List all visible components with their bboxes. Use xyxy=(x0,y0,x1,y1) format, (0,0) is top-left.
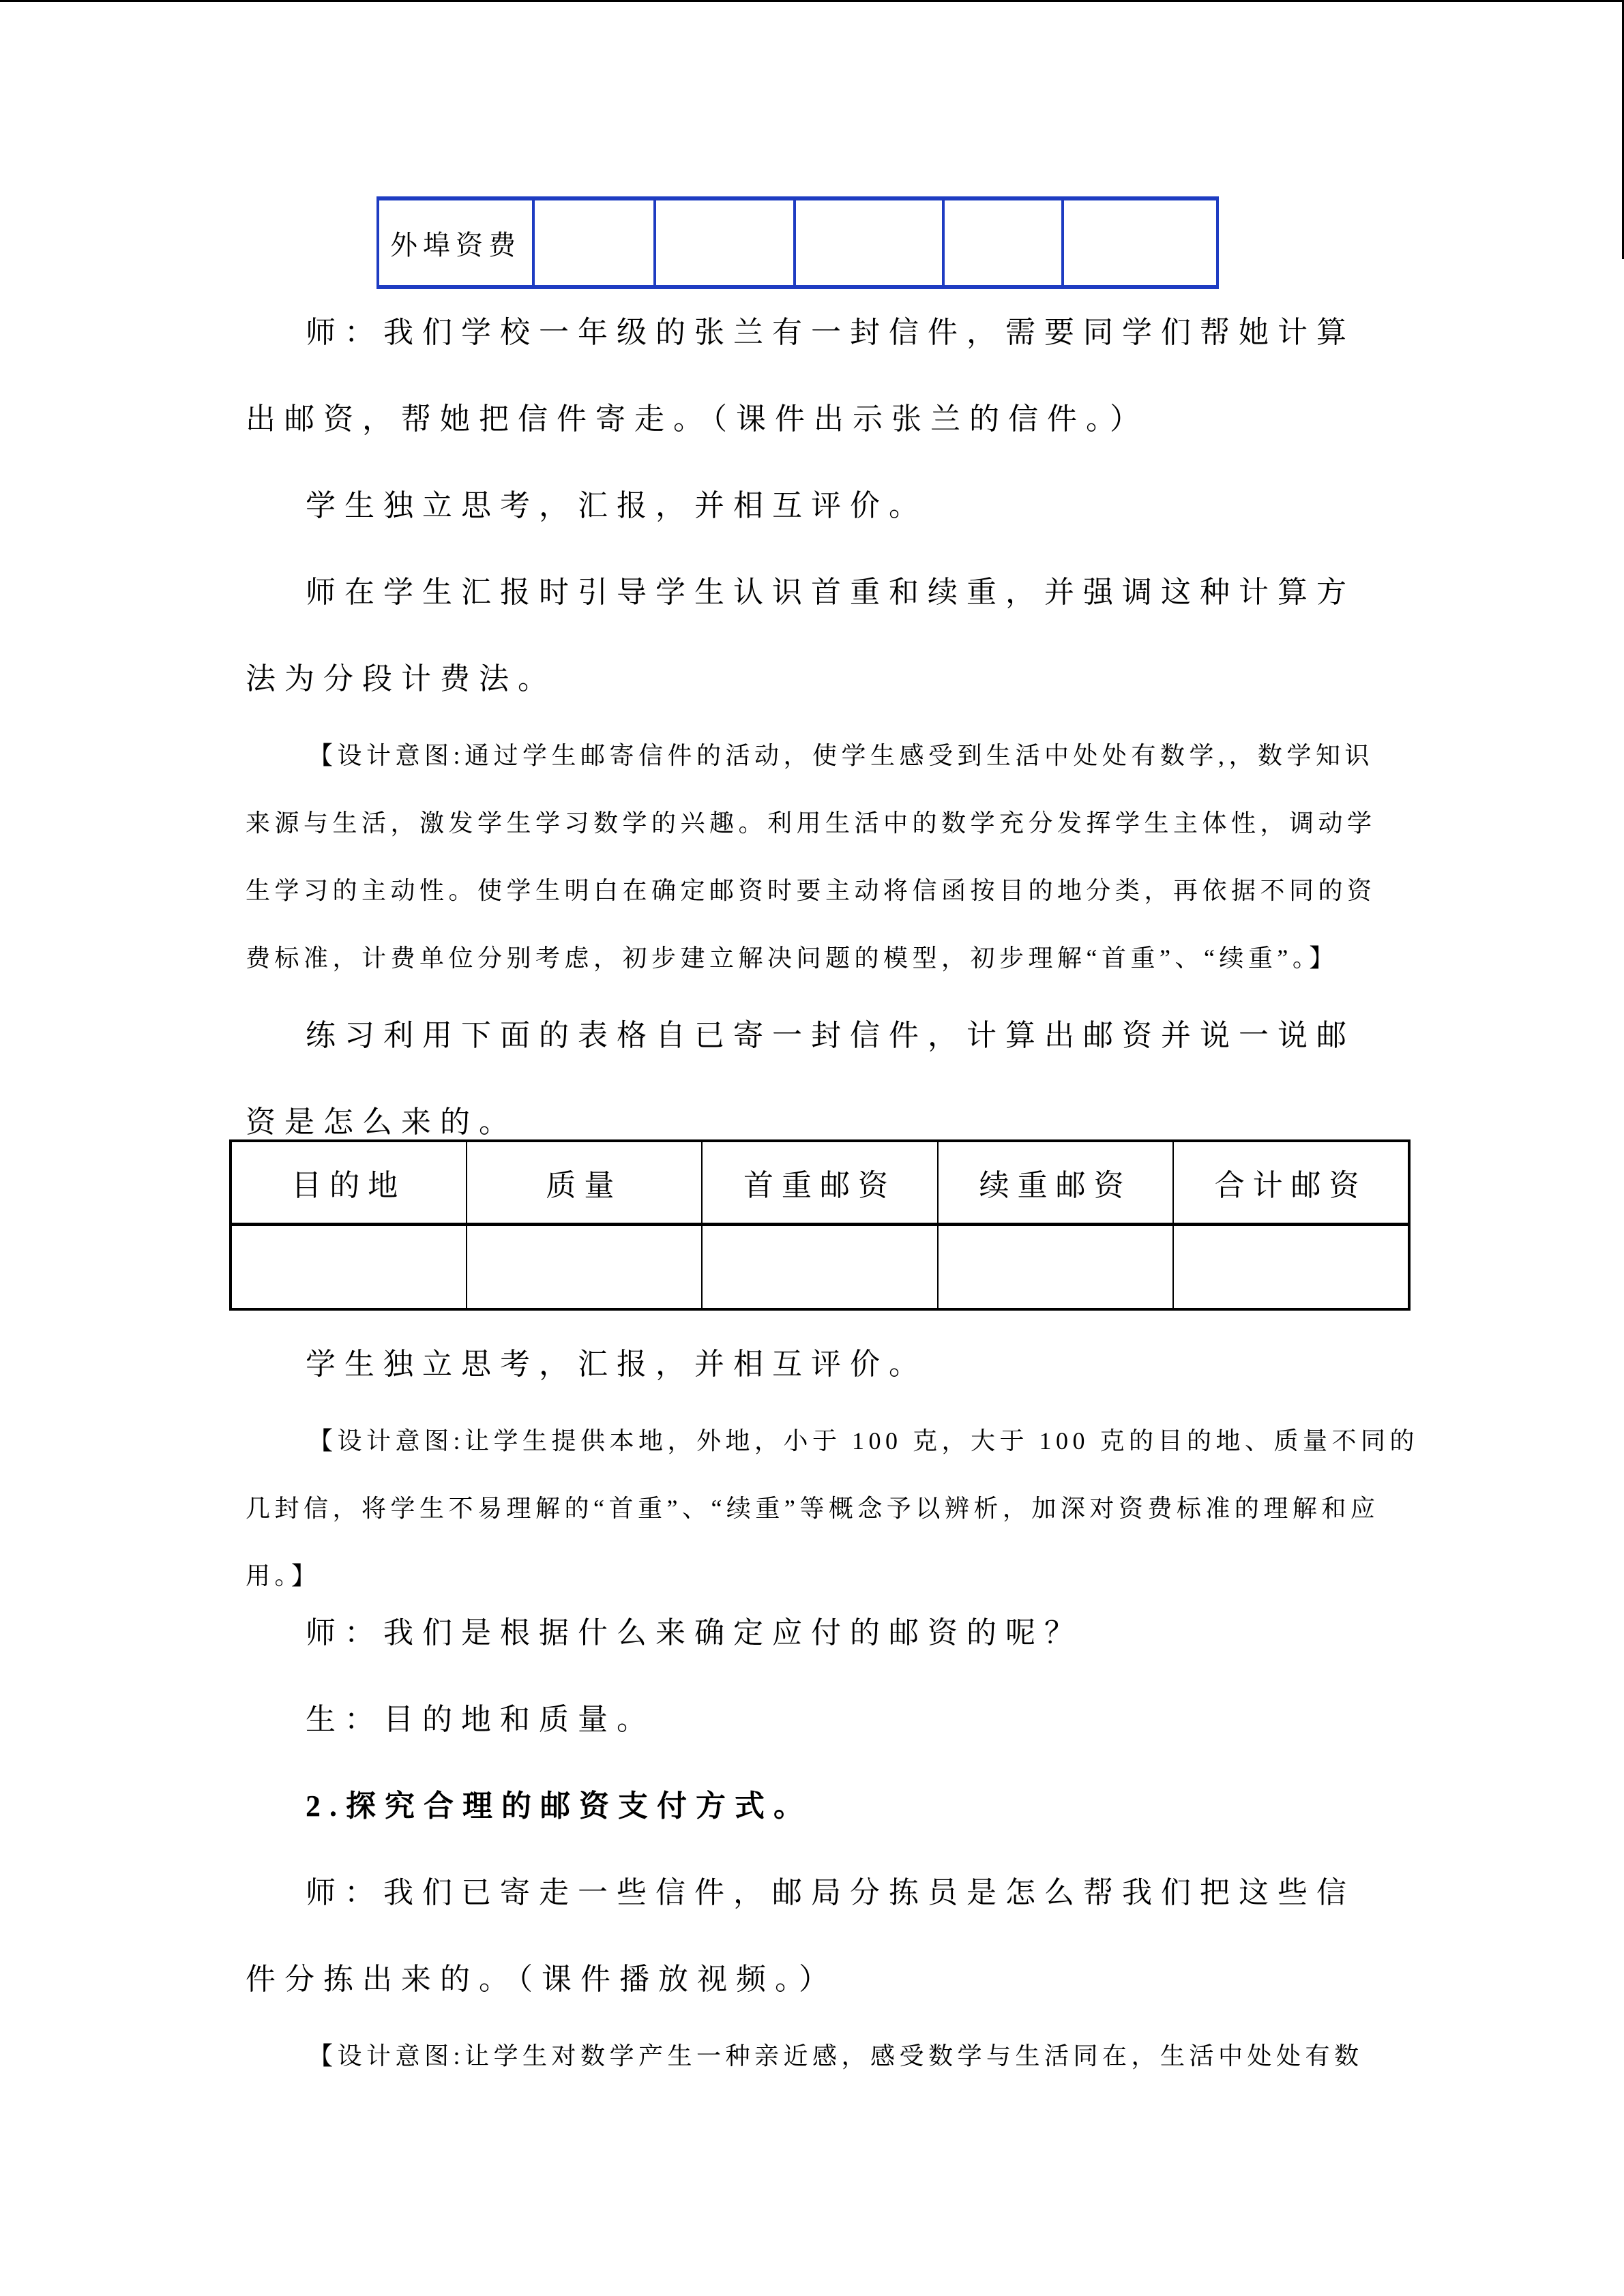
text-line: 练习利用下面的表格自已寄一封信件，计算出邮资并说一说邮 xyxy=(306,1019,1355,1052)
table-row xyxy=(231,1225,1409,1310)
text-line: 【设计意图:通过学生邮寄信件的活动，使学生感受到生活中处处有数学,，数学知识 xyxy=(308,742,1374,769)
table-header-additional-weight-postage: 续重邮资 xyxy=(938,1141,1174,1225)
table-cell xyxy=(231,1225,467,1310)
text-line: 几封信，将学生不易理解的“首重”、“续重”等概念予以辨析，加深对资费标准的理解和应 xyxy=(246,1495,1380,1522)
text-line: 法为分段计费法。 xyxy=(246,662,557,696)
text-line: 【设计意图:让学生提供本地，外地，小于 100 克，大于 100 克的目的地、质量不同的 xyxy=(308,1427,1419,1455)
para-students-report-2 xyxy=(246,1321,1378,1407)
text-line: 2.探究合理的邮资支付方式。 xyxy=(306,1789,812,1823)
table-cell xyxy=(938,1225,1174,1310)
text-line: 生：目的地和质量。 xyxy=(306,1703,655,1736)
note-design-intent-3 xyxy=(246,2023,1378,2090)
table-cell xyxy=(1063,198,1217,287)
para-teacher-zhanglan xyxy=(246,289,1378,462)
text-line: 用。】 xyxy=(246,1562,321,1590)
text-line: 资是怎么来的。 xyxy=(246,1105,518,1139)
text-line: 件分拣出来的。（课件播放视频。） xyxy=(246,1963,838,1996)
note-design-intent-1 xyxy=(246,722,1378,992)
table-header-first-weight-postage: 首重邮资 xyxy=(702,1141,938,1225)
text-line: 师：我们学校一年级的张兰有一封信件，需要同学们帮她计算 xyxy=(306,316,1355,349)
table-cell xyxy=(533,198,655,287)
table-cell xyxy=(1173,1225,1409,1310)
text-line: 学生独立思考，汇报，并相互评价。 xyxy=(306,489,928,522)
table-cell xyxy=(655,198,795,287)
para-teacher-question xyxy=(246,1590,1378,1676)
para-students-report xyxy=(246,462,1378,549)
table-cell xyxy=(795,198,943,287)
para-teacher-sorting xyxy=(246,1849,1378,2023)
text-line: 师在学生汇报时引导学生认识首重和续重，并强调这种计算方 xyxy=(306,576,1355,609)
note-design-intent-2 xyxy=(246,1407,1419,1610)
table-header-total-postage: 合计邮资 xyxy=(1173,1141,1409,1225)
text-line: 学生独立思考，汇报，并相互评价。 xyxy=(306,1347,928,1381)
table-cell xyxy=(467,1225,703,1310)
table-cell-outland-label: 外埠资费 xyxy=(378,198,533,287)
para-student-answer xyxy=(246,1676,1378,1763)
table-header-weight: 质量 xyxy=(467,1141,703,1225)
outland-postage-table xyxy=(377,196,1219,289)
table-header-destination: 目的地 xyxy=(231,1141,467,1225)
text-line: 师：我们已寄走一些信件，邮局分拣员是怎么帮我们把这些信 xyxy=(306,1876,1355,1909)
text-line: 【设计意图:让学生对数学产生一种亲近感，感受数学与生活同在，生活中处处有数 xyxy=(308,2042,1363,2070)
table-cell xyxy=(702,1225,938,1310)
text-line: 出邮资，帮她把信件寄走。（课件出示张兰的信件。） xyxy=(246,402,1149,436)
text-line: 生学习的主动性。使学生明白在确定邮资时要主动将信函按目的地分类，再依据不同的资 xyxy=(246,877,1376,904)
table-cell xyxy=(943,198,1063,287)
text-line: 来源与生活，激发学生学习数学的兴趣。利用生活中的数学充分发挥学生主体性，调动学 xyxy=(246,809,1376,837)
table-row xyxy=(378,198,1217,287)
para-teacher-guides xyxy=(246,549,1378,722)
text-line: 费标准，计费单位分别考虑，初步建立解决问题的模型，初步理解“首重”、“续重”。】 xyxy=(246,944,1338,972)
heading-explore-payment xyxy=(246,1763,1378,1849)
text-line: 师：我们是根据什么来确定应付的邮资的呢？ xyxy=(306,1616,1083,1650)
